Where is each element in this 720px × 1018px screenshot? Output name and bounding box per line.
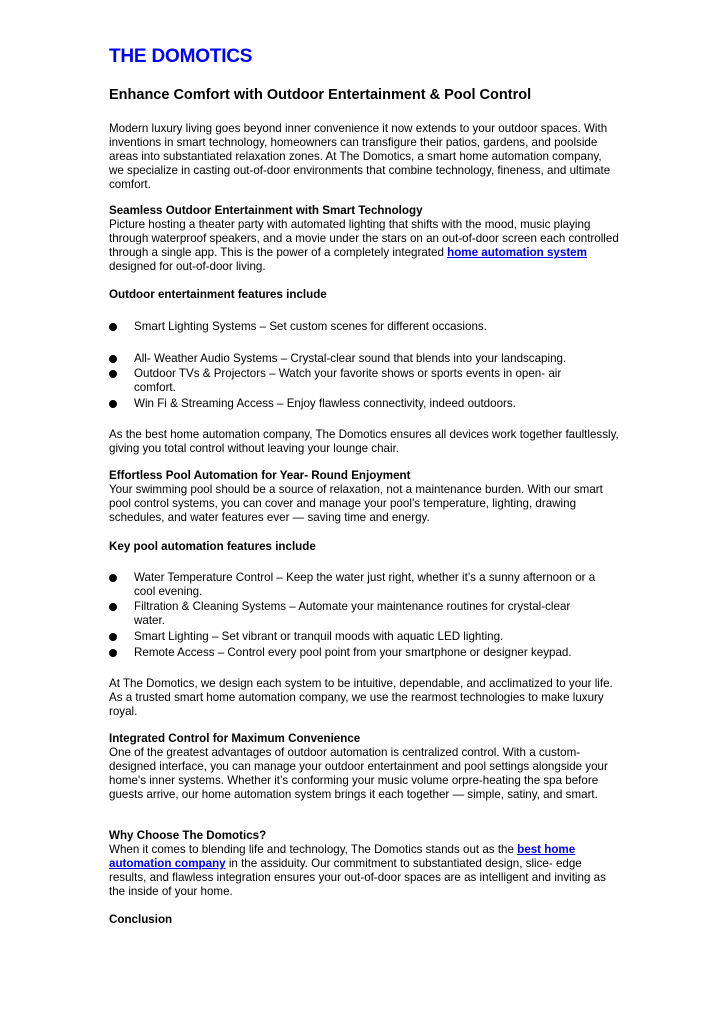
section-heading: Effortless Pool Automation for Year- Round Enjoyment: [109, 469, 411, 482]
section-integrated-control: [109, 732, 619, 802]
list-item-text: Water Temperature Control – Keep the water just right, whether it’s a sunny afternoon or a cool evening.: [134, 571, 596, 599]
page-title: Enhance Comfort with Outdoor Entertainment & Pool Control: [109, 87, 532, 103]
list-item-text: Smart Lighting – Set vibrant or tranquil moods with aquatic LED lighting.: [134, 630, 504, 643]
section-heading: Why Choose The Domotics?: [109, 829, 267, 842]
list-item-text: Smart Lighting Systems – Set custom scenes for different occasions.: [134, 320, 487, 333]
features-heading-2: [109, 540, 619, 554]
brand-title: THE DOMOTICS: [109, 46, 253, 67]
section-body: One of the greatest advantages of outdoor automation is centralized control. With a custom-designed interface, you can manage your outdoor entertainment and pool settings alongside your home's inner systems. Whether it’s conforming your music volume orpre-heating the spa before guests arrive, our home automation system brings it each together — simple, satiny, and smart.: [109, 746, 608, 802]
bullet-icon: [109, 355, 117, 363]
bullet-icon: [109, 633, 117, 641]
list-item: [109, 600, 619, 628]
section-entertainment: [109, 204, 619, 274]
list-item-text: Outdoor TVs & Projectors – Watch your favorite shows or sports events in open- air comfort.: [134, 367, 562, 395]
section-body: [109, 843, 619, 899]
body-text: When it comes to blending life and technology, The Domotics stands out as the: [109, 843, 518, 857]
bullet-icon: [109, 649, 117, 657]
list-item: [109, 397, 619, 411]
bullet-icon: [109, 370, 117, 378]
bullet-icon: [109, 603, 117, 611]
conclusion-section: [109, 913, 619, 927]
list-item-text: Remote Access – Control every pool point from your smartphone or designer keypad.: [134, 646, 572, 659]
section-heading: Conclusion: [109, 913, 173, 926]
list-item: [109, 630, 619, 644]
section-pool: [109, 469, 619, 525]
after-features-paragraph: [109, 428, 619, 456]
list-item-text: Win Fi & Streaming Access – Enjoy flawless connectivity, indeed outdoors.: [134, 397, 516, 410]
bullet-icon: [109, 323, 117, 331]
list-item-text: Filtration & Cleaning Systems – Automate your maintenance routines for crystal-clear water.: [134, 600, 571, 628]
section-body: Your swimming pool should be a source of relaxation, not a maintenance burden. With our smart pool control systems, you can cover and manage your pool’s temperature, lighting, drawing schedules, and water features ever — saving time and energy.: [109, 483, 603, 525]
features-heading-1: [109, 288, 619, 302]
section-body: [109, 218, 619, 274]
paragraph-text: At The Domotics, we design each system to be intuitive, dependable, and acclimatized to your life. As a trusted smart home automation company, we use the rearmost technologies to make luxury royal.: [109, 677, 613, 719]
body-text: Picture hosting a theater party with automated lighting that shifts with the mood, music playing through waterproof speakers, and a movie under the stars on an out-of-door screen each controlled through a single app. This is the power of a completely integrated: [109, 218, 619, 260]
intro-text: Modern luxury living goes beyond inner convenience it now extends to your outdoor spaces. With inventions in smart technology, homeowners can transfigure their patios, gardens, and poolside areas into substantiated relaxation zones. At The Domotics, a smart home automation company, we specialize in casting out-of-door environments that combine technology, fineness, and ultimate comfort.: [109, 122, 611, 192]
best-home-automation-company-link[interactable]: best home automation company: [109, 843, 576, 871]
section-why-choose: [109, 829, 619, 899]
list-item-text: All- Weather Audio Systems – Crystal-clear sound that blends into your landscaping.: [134, 352, 567, 365]
paragraph-text: As the best home automation company, The Domotics ensures all devices work together faultlessly, giving you total control without leaving your lounge chair.: [109, 428, 619, 456]
list-item: [109, 571, 619, 599]
list-item: [109, 352, 619, 366]
list-item: [109, 646, 619, 660]
section-heading: Seamless Outdoor Entertainment with Smart Technology: [109, 204, 423, 217]
intro-paragraph: [109, 122, 619, 192]
list-item: [109, 367, 619, 395]
body-text: in the assiduity. Our commitment to substantiated design, slice- edge results, and flawless integration ensures your out-of-door spaces are as intelligent and inviting as the inside of your home.: [109, 857, 606, 899]
list-heading: Outdoor entertainment features include: [109, 288, 327, 301]
list-item: [109, 320, 619, 334]
home-automation-system-link[interactable]: home automation system: [447, 246, 587, 260]
body-text: designed for out-of-door living.: [109, 260, 266, 274]
bullet-icon: [109, 574, 117, 582]
list-heading: Key pool automation features include: [109, 540, 316, 553]
after-features-paragraph: [109, 677, 619, 719]
bullet-icon: [109, 400, 117, 408]
section-heading: Integrated Control for Maximum Convenience: [109, 732, 361, 745]
